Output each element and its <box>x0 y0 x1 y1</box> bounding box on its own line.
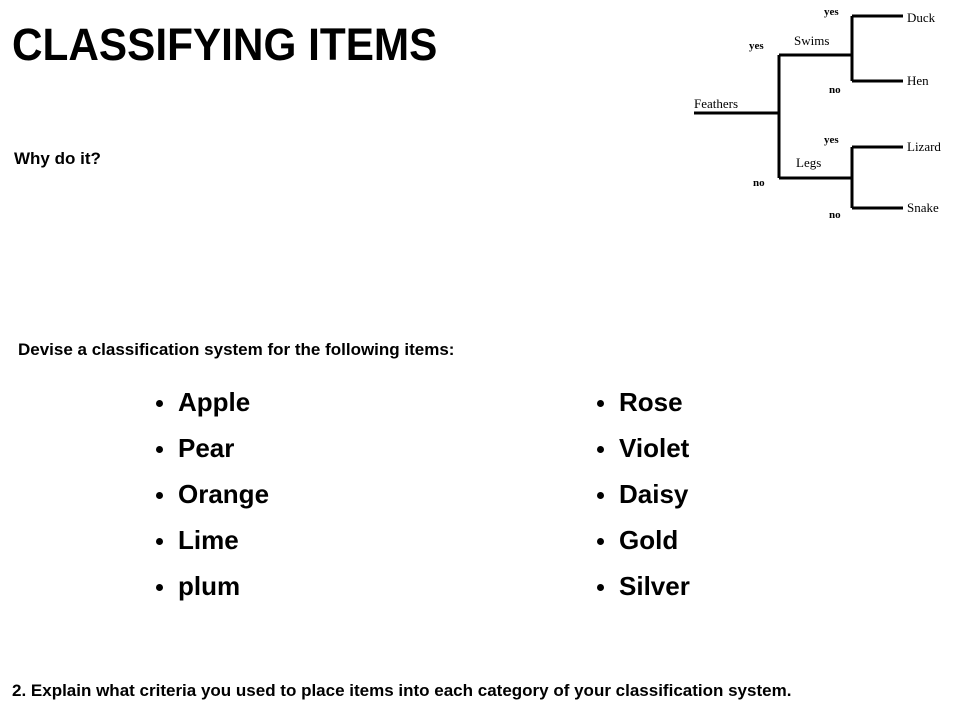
bullet-icon <box>156 584 163 591</box>
answer-root-yes: yes <box>749 40 764 52</box>
list-item <box>156 525 269 571</box>
bullet-icon <box>597 584 604 591</box>
node-feathers: Feathers <box>694 96 739 111</box>
list-item <box>597 433 690 479</box>
classification-key-diagram <box>0 0 960 240</box>
list-item <box>597 387 690 433</box>
instruction-text: Devise a classification system for the following items: <box>18 340 455 359</box>
bullet-icon <box>156 492 163 499</box>
why-do-it-label: Why do it? <box>14 149 101 168</box>
node-legs: Legs <box>796 155 822 170</box>
item-label: Apple <box>178 387 251 417</box>
item-label: Daisy <box>619 479 689 509</box>
bullet-icon <box>597 400 604 407</box>
leaf-snake: Snake <box>907 200 939 215</box>
list-item <box>156 479 269 525</box>
item-label: Gold <box>619 525 679 555</box>
answer-legs-no: no <box>829 209 841 221</box>
bullet-icon <box>597 538 604 545</box>
item-label: Rose <box>619 387 683 417</box>
bullet-icon <box>156 446 163 453</box>
item-label: Violet <box>619 433 690 463</box>
leaf-lizard: Lizard <box>907 139 941 154</box>
node-swims: Swims <box>794 33 830 48</box>
list-item <box>597 571 690 617</box>
item-label: Lime <box>178 525 239 555</box>
question-text: 2. Explain what criteria you used to place items into each category of your classification system. <box>12 681 792 700</box>
list-item <box>156 387 269 433</box>
answer-swims-yes: yes <box>824 6 839 18</box>
list-item <box>156 433 269 479</box>
bullet-icon <box>156 538 163 545</box>
answer-root-no: no <box>753 177 765 189</box>
leaf-duck: Duck <box>907 10 936 25</box>
list-item <box>597 525 690 571</box>
leaf-hen: Hen <box>907 73 929 88</box>
bullet-icon <box>156 400 163 407</box>
page-title: CLASSIFYING ITEMS <box>12 19 438 70</box>
item-label: plum <box>178 571 241 601</box>
answer-legs-yes: yes <box>824 134 839 146</box>
list-item <box>597 479 690 525</box>
answer-swims-no: no <box>829 84 841 96</box>
items-list-left <box>156 387 269 617</box>
bullet-icon <box>597 492 604 499</box>
item-label: Pear <box>178 433 235 463</box>
bullet-icon <box>597 446 604 453</box>
item-label: Silver <box>619 571 690 601</box>
items-list-right <box>597 387 690 617</box>
list-item <box>156 571 269 617</box>
item-label: Orange <box>178 479 270 509</box>
